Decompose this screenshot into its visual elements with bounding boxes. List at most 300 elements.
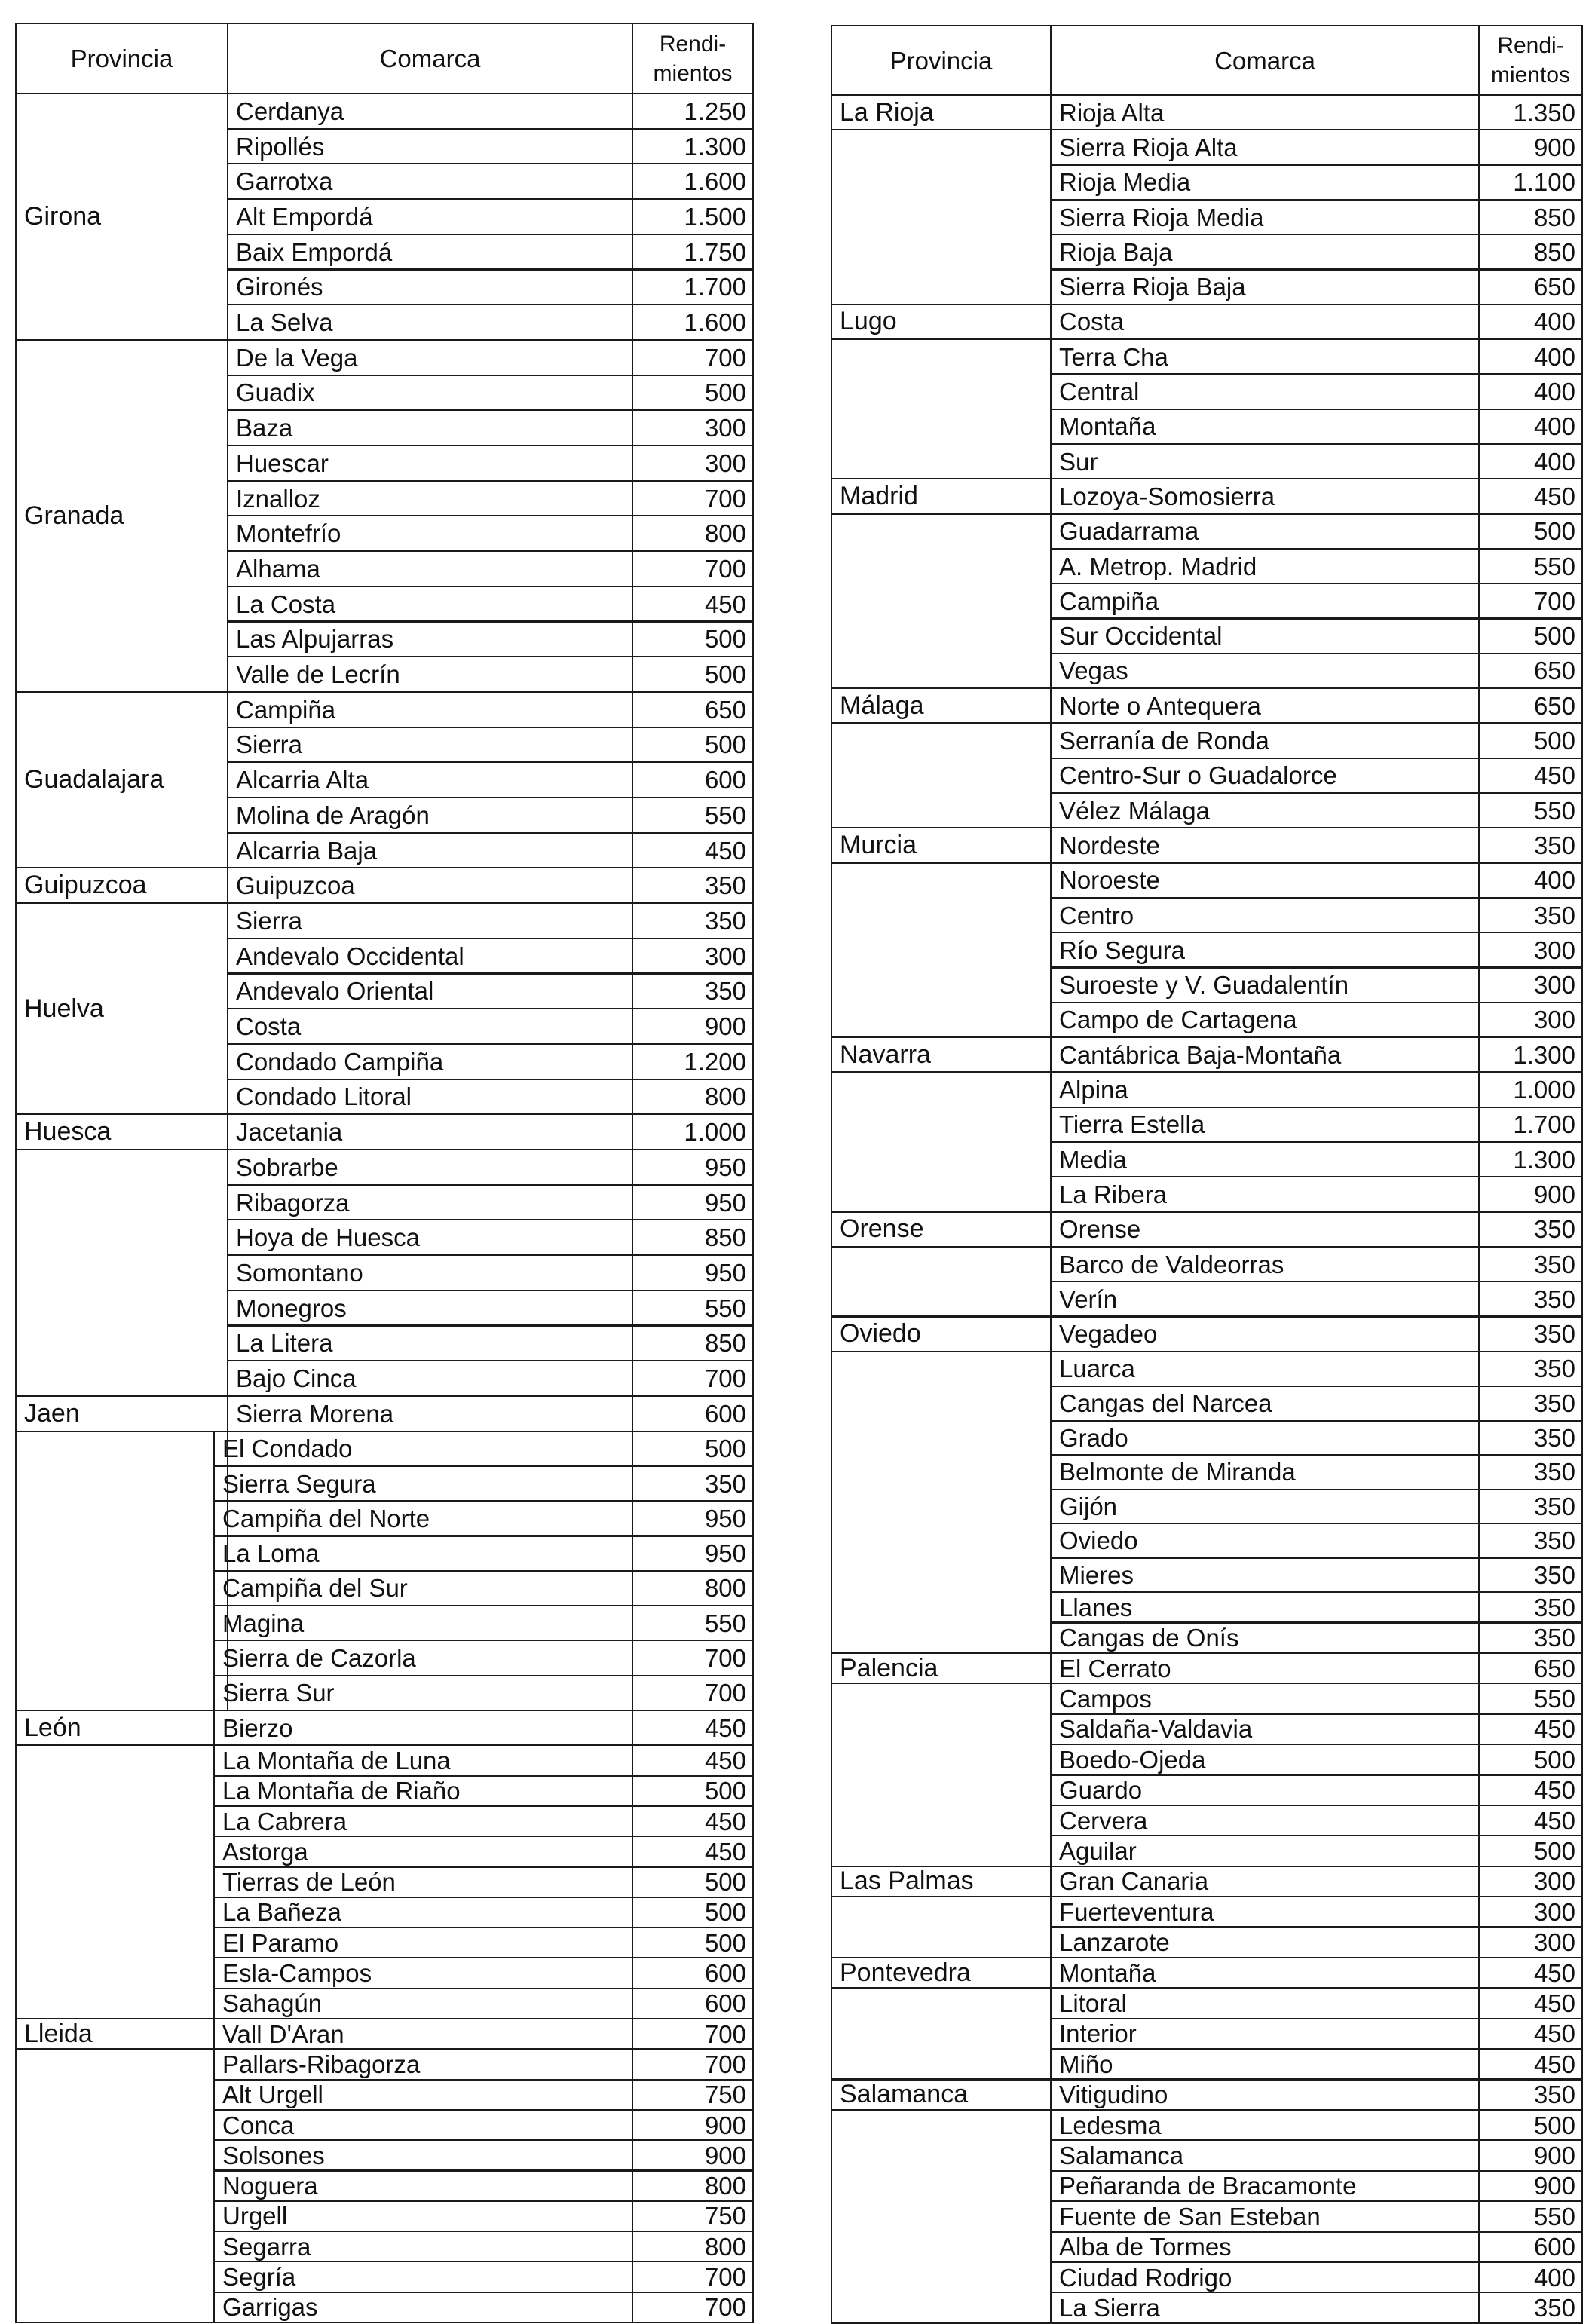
comarca-cell: La Loma — [213, 1536, 633, 1572]
rendimiento-cell: 500 — [632, 1431, 754, 1467]
rendimiento-cell: 700 — [632, 2018, 754, 2050]
comarca-cell: Guadarrama — [1050, 513, 1480, 550]
rendimiento-cell: 550 — [632, 797, 754, 834]
provincia-blank-cell — [831, 1683, 1052, 1866]
rendimiento-cell: 1.300 — [632, 128, 754, 165]
rendimiento-cell: 550 — [1478, 792, 1583, 828]
comarca-cell: Sierra de Cazorla — [213, 1640, 633, 1676]
comarca-cell: Peñaranda de Bracamonte — [1050, 2170, 1480, 2202]
comarca-cell: Campiña del Norte — [213, 1500, 633, 1536]
rendimiento-cell: 350 — [1478, 827, 1583, 863]
comarca-cell: Cantábrica Baja-Montaña — [1050, 1036, 1480, 1073]
comarca-cell: Las Alpujarras — [227, 621, 633, 658]
comarca-cell: Sierra Segura — [213, 1465, 633, 1502]
comarca-cell: Rioja Alta — [1050, 94, 1480, 130]
rendimiento-cell: 700 — [632, 1640, 754, 1676]
rendimiento-cell: 400 — [1478, 373, 1583, 409]
comarca-cell: Belmonte de Miranda — [1050, 1454, 1480, 1490]
provincia-blank-cell — [831, 513, 1052, 690]
rendimiento-cell: 350 — [632, 867, 754, 904]
rendimiento-cell: 500 — [632, 727, 754, 764]
rendimiento-cell: 1.700 — [1478, 1107, 1583, 1143]
comarca-cell: Noguera — [213, 2170, 633, 2202]
provincia-cell: Huelva — [15, 902, 228, 1115]
comarca-cell: Urgell — [213, 2200, 633, 2232]
comarca-cell: Sierra Rioja Alta — [1050, 129, 1480, 165]
comarca-cell: Alt Urgell — [213, 2079, 633, 2111]
comarca-cell: Vegadeo — [1050, 1316, 1480, 1352]
comarca-cell: Segarra — [213, 2231, 633, 2262]
comarca-cell: Cangas del Narcea — [1050, 1386, 1480, 1422]
provincia-cell: Girona — [15, 93, 228, 341]
provincia-cell: Lleida — [15, 2018, 215, 2050]
comarca-cell: Gran Canaria — [1050, 1866, 1480, 1897]
comarca-cell: Litoral — [1050, 1987, 1480, 2019]
rendimiento-cell: 850 — [1478, 199, 1583, 235]
comarca-cell: Monegros — [227, 1290, 633, 1327]
rendimiento-cell: 700 — [632, 1675, 754, 1711]
rendimiento-cell: 1.350 — [1478, 94, 1583, 130]
rendimiento-cell: 450 — [632, 586, 754, 623]
comarca-cell: La Bañeza — [213, 1897, 633, 1928]
rendimiento-cell: 900 — [632, 1008, 754, 1045]
comarca-cell: Nordeste — [1050, 827, 1480, 863]
comarca-cell: Oviedo — [1050, 1523, 1480, 1559]
comarca-cell: Alhama — [227, 550, 633, 587]
comarca-cell: Segría — [213, 2261, 633, 2292]
comarca-cell: Rioja Baja — [1050, 234, 1480, 270]
rendimiento-cell: 350 — [632, 902, 754, 939]
comarca-cell: Bierzo — [213, 1710, 633, 1746]
rendimiento-cell: 350 — [1478, 1420, 1583, 1456]
rendimiento-cell: 950 — [632, 1254, 754, 1291]
comarca-cell: Somontano — [227, 1254, 633, 1291]
rendimiento-cell: 1.000 — [1478, 1071, 1583, 1107]
comarca-cell: Andevalo Oriental — [227, 973, 633, 1010]
rendimiento-cell: 1.300 — [1478, 1036, 1583, 1073]
rendimiento-cell: 800 — [632, 2170, 754, 2202]
rendimiento-cell: 800 — [632, 1570, 754, 1606]
rendimiento-cell: 300 — [632, 409, 754, 446]
comarca-cell: Huescar — [227, 445, 633, 482]
rendimiento-cell: 350 — [1478, 1454, 1583, 1490]
comarca-cell: Guardo — [1050, 1774, 1480, 1806]
comarca-cell: El Cerrato — [1050, 1652, 1480, 1684]
provincia-cell: La Rioja — [831, 94, 1052, 130]
provincia-cell: Guipuzcoa — [15, 867, 228, 904]
rendimiento-cell: 650 — [1478, 1652, 1583, 1684]
rendimiento-cell: 350 — [632, 973, 754, 1010]
rendimiento-cell: 500 — [632, 1866, 754, 1898]
comarca-cell: Ledesma — [1050, 2109, 1480, 2141]
rendimiento-cell: 450 — [1478, 1713, 1583, 1745]
rendimiento-cell: 400 — [1478, 338, 1583, 375]
comarca-cell: La Sierra — [1050, 2292, 1480, 2323]
header-rendimientos — [632, 23, 754, 94]
rendimiento-cell: 450 — [632, 1710, 754, 1746]
rendimiento-cell: 450 — [632, 1836, 754, 1867]
comarca-cell: Vall D'Aran — [213, 2018, 633, 2050]
comarca-cell: Campos — [1050, 1683, 1480, 1714]
rendimiento-cell: 500 — [632, 656, 754, 693]
rendimiento-cell: 300 — [1478, 1002, 1583, 1038]
provincia-blank-cell — [831, 338, 1052, 479]
comarca-cell: Iznalloz — [227, 480, 633, 517]
comarca-cell: Solsones — [213, 2139, 633, 2171]
comarca-cell: Fuente de San Esteban — [1050, 2200, 1480, 2232]
rendimiento-cell: 1.200 — [632, 1043, 754, 1080]
comarca-cell: Sobrarbe — [227, 1149, 633, 1186]
rendimiento-cell: 900 — [1478, 2139, 1583, 2171]
comarca-cell: Cervera — [1050, 1805, 1480, 1836]
rendimiento-cell: 400 — [1478, 304, 1583, 340]
rendimiento-cell: 950 — [632, 1149, 754, 1186]
rendimiento-cell: 500 — [1478, 722, 1583, 758]
provincia-cell: León — [15, 1710, 215, 1746]
rendimiento-cell: 450 — [1478, 1987, 1583, 2019]
provincia-cell: Granada — [15, 339, 228, 693]
rendimiento-cell: 1.100 — [1478, 164, 1583, 201]
rendimiento-cell: 450 — [1478, 1774, 1583, 1806]
comarca-cell: Alcarria Alta — [227, 761, 633, 798]
rendimiento-cell: 350 — [1478, 2079, 1583, 2111]
provincia-cell: Jaen — [15, 1395, 228, 1432]
header-rendimientos-line1: Rendi- — [659, 31, 727, 57]
rendimiento-cell: 500 — [632, 1897, 754, 1928]
provincia-blank-cell — [831, 1351, 1052, 1654]
rendimiento-cell: 350 — [1478, 1591, 1583, 1623]
rendimiento-cell: 650 — [1478, 653, 1583, 689]
comarca-cell: Alcarria Baja — [227, 832, 633, 869]
rendimiento-cell: 700 — [632, 2048, 754, 2080]
comarca-cell: Valle de Lecrín — [227, 656, 633, 693]
header-rendimientos-line2: mientos — [653, 60, 733, 86]
comarca-cell: La Cabrera — [213, 1805, 633, 1837]
rendimiento-cell: 550 — [632, 1290, 754, 1327]
rendimiento-cell: 350 — [1478, 1489, 1583, 1525]
comarca-cell: Norte o Antequera — [1050, 687, 1480, 724]
rendimiento-cell: 500 — [1478, 618, 1583, 654]
provincia-cell: Guadalajara — [15, 691, 228, 869]
rendimiento-cell: 450 — [1478, 2018, 1583, 2050]
rendimiento-cell: 1.250 — [632, 93, 754, 130]
provincia-blank-cell — [831, 1246, 1052, 1318]
rendimiento-cell: 500 — [632, 1775, 754, 1807]
comarca-cell: El Paramo — [213, 1927, 633, 1958]
comarca-cell: Lozoya-Somosierra — [1050, 478, 1480, 514]
comarca-cell: Campiña del Sur — [213, 1570, 633, 1606]
comarca-cell: Garrigas — [213, 2292, 633, 2323]
header-comarca: Comarca — [227, 23, 633, 94]
rendimiento-cell: 750 — [632, 2200, 754, 2232]
rendimiento-cell: 450 — [1478, 2048, 1583, 2080]
rendimiento-cell: 550 — [1478, 1683, 1583, 1714]
rendimiento-cell: 500 — [1478, 1835, 1583, 1866]
provincia-blank-cell — [831, 129, 1052, 305]
comarca-cell: Rioja Media — [1050, 164, 1480, 201]
rendimiento-cell: 1.700 — [632, 269, 754, 306]
rendimiento-cell: 600 — [1478, 2231, 1583, 2263]
rendimiento-cell: 800 — [632, 2231, 754, 2262]
rendimiento-cell: 400 — [1478, 409, 1583, 445]
rendimiento-cell: 450 — [1478, 1957, 1583, 1989]
comarca-cell: Jacetania — [227, 1113, 633, 1150]
rendimiento-cell: 550 — [632, 1605, 754, 1641]
rendimiento-cell: 350 — [1478, 1523, 1583, 1559]
rendimiento-cell: 300 — [632, 938, 754, 975]
rendimiento-cell: 350 — [1478, 1622, 1583, 1654]
provincia-cell: Pontevedra — [831, 1957, 1052, 1989]
comarca-cell: Barco de Valdeorras — [1050, 1246, 1480, 1282]
comarca-cell: Hoya de Huesca — [227, 1219, 633, 1256]
rendimiento-cell: 1.000 — [632, 1113, 754, 1150]
provincia-cell: Málaga — [831, 687, 1052, 724]
rendimiento-cell: 650 — [1478, 687, 1583, 724]
rendimiento-cell: 600 — [632, 761, 754, 798]
comarca-cell: Vitigudino — [1050, 2079, 1480, 2111]
comarca-cell: Ribagorza — [227, 1184, 633, 1221]
comarca-cell: A. Metrop. Madrid — [1050, 548, 1480, 584]
rendimiento-cell: 700 — [632, 2292, 754, 2323]
comarca-cell: Boedo-Ojeda — [1050, 1744, 1480, 1775]
rendimiento-cell: 300 — [1478, 1896, 1583, 1927]
provincia-blank-cell — [15, 1431, 228, 1711]
rendimiento-cell: 300 — [1478, 1927, 1583, 1958]
rendimiento-cell: 1.750 — [632, 234, 754, 271]
comarca-cell: Baza — [227, 409, 633, 446]
provincia-blank-cell — [831, 862, 1052, 1039]
comarca-cell: Guipuzcoa — [227, 867, 633, 904]
provincia-cell: Huesca — [15, 1113, 228, 1150]
rendimiento-cell: 550 — [1478, 2200, 1583, 2232]
comarca-cell: Conca — [213, 2109, 633, 2141]
comarca-cell: Esla-Campos — [213, 1957, 633, 1989]
rendimiento-cell: 600 — [632, 1957, 754, 1989]
rendimiento-cell: 500 — [632, 621, 754, 658]
comarca-cell: Sur — [1050, 443, 1480, 479]
comarca-cell: Molina de Aragón — [227, 797, 633, 834]
comarca-cell: Tierras de León — [213, 1866, 633, 1898]
comarca-cell: Baix Empordá — [227, 234, 633, 271]
rendimiento-cell: 500 — [632, 375, 754, 412]
comarca-cell: Guadix — [227, 375, 633, 412]
comarca-cell: Media — [1050, 1141, 1480, 1177]
comarca-cell: Astorga — [213, 1836, 633, 1867]
comarca-cell: Verín — [1050, 1281, 1480, 1317]
comarca-cell: Interior — [1050, 2018, 1480, 2050]
provincia-blank-cell — [831, 1987, 1052, 2080]
comarca-cell: Serranía de Ronda — [1050, 722, 1480, 758]
comarca-cell: Central — [1050, 373, 1480, 409]
comarca-cell: Condado Campiña — [227, 1043, 633, 1080]
comarca-cell: Miño — [1050, 2048, 1480, 2080]
provincia-blank-cell — [831, 1071, 1052, 1212]
rendimiento-cell: 350 — [1478, 1281, 1583, 1317]
rendimiento-cell: 450 — [1478, 478, 1583, 514]
rendimiento-cell: 950 — [632, 1536, 754, 1572]
comarca-cell: Luarca — [1050, 1351, 1480, 1387]
header-comarca: Comarca — [1050, 25, 1480, 96]
comarca-cell: Centro — [1050, 897, 1480, 933]
rendimiento-cell: 650 — [1478, 269, 1583, 305]
comarca-cell: La Ribera — [1050, 1176, 1480, 1212]
comarca-cell: Sierra Sur — [213, 1675, 633, 1711]
rendimiento-cell: 450 — [1478, 758, 1583, 794]
rendimiento-cell: 550 — [1478, 548, 1583, 584]
rendimiento-cell: 350 — [1478, 1211, 1583, 1248]
comarca-cell: Alba de Tormes — [1050, 2231, 1480, 2263]
rendimiento-cell: 1.600 — [632, 304, 754, 341]
comarca-cell: Vélez Málaga — [1050, 792, 1480, 828]
comarca-cell: Terra Cha — [1050, 338, 1480, 375]
rendimiento-cell: 450 — [632, 1805, 754, 1837]
comarca-cell: Costa — [227, 1008, 633, 1045]
provincia-cell: Las Palmas — [831, 1866, 1052, 1897]
comarca-cell: Pallars-Ribagorza — [213, 2048, 633, 2080]
comarca-cell: Bajo Cinca — [227, 1360, 633, 1397]
rendimiento-cell: 450 — [632, 1744, 754, 1776]
comarca-cell: Centro-Sur o Guadalorce — [1050, 758, 1480, 794]
provincia-cell: Orense — [831, 1211, 1052, 1248]
rendimiento-cell: 350 — [1478, 1246, 1583, 1282]
rendimiento-cell: 500 — [1478, 2109, 1583, 2141]
rendimiento-cell: 350 — [1478, 1351, 1583, 1387]
rendimiento-cell: 400 — [1478, 2261, 1583, 2293]
comarca-cell: Tierra Estella — [1050, 1107, 1480, 1143]
comarca-cell: Campo de Cartagena — [1050, 1002, 1480, 1038]
comarca-cell: Aguilar — [1050, 1835, 1480, 1866]
comarca-cell: Andevalo Occidental — [227, 938, 633, 975]
comarca-cell: El Condado — [213, 1431, 633, 1467]
provincia-cell: Lugo — [831, 304, 1052, 340]
rendimiento-cell: 300 — [1478, 967, 1583, 1003]
comarca-cell: Sur Occidental — [1050, 618, 1480, 654]
rendimiento-cell: 950 — [632, 1184, 754, 1221]
rendimiento-cell: 700 — [632, 339, 754, 376]
comarca-cell: Llanes — [1050, 1591, 1480, 1623]
rendimiento-cell: 700 — [632, 1360, 754, 1397]
provincia-cell: Navarra — [831, 1036, 1052, 1073]
comarca-cell: Montaña — [1050, 1957, 1480, 1989]
provincia-blank-cell — [831, 722, 1052, 828]
rendimiento-cell: 700 — [1478, 583, 1583, 619]
comarca-cell: Fuerteventura — [1050, 1896, 1480, 1927]
rendimiento-cell: 1.500 — [632, 198, 754, 235]
comarca-cell: La Montaña de Luna — [213, 1744, 633, 1776]
header-provincia: Provincia — [15, 23, 228, 94]
rendimiento-cell: 1.300 — [1478, 1141, 1583, 1177]
comarca-cell: Noroeste — [1050, 862, 1480, 899]
comarca-cell: Lanzarote — [1050, 1927, 1480, 1958]
comarca-cell: La Litera — [227, 1325, 633, 1362]
comarca-cell: Río Segura — [1050, 932, 1480, 968]
comarca-cell: Alpina — [1050, 1071, 1480, 1107]
rendimiento-cell: 850 — [632, 1325, 754, 1362]
rendimiento-cell: 850 — [632, 1219, 754, 1256]
rendimiento-cell: 350 — [1478, 897, 1583, 933]
header-provincia: Provincia — [831, 25, 1052, 96]
rendimiento-cell: 900 — [1478, 129, 1583, 165]
provincia-cell: Palencia — [831, 1652, 1052, 1684]
rendimiento-cell: 300 — [1478, 932, 1583, 968]
comarca-cell: Sierra Rioja Media — [1050, 199, 1480, 235]
rendimiento-cell: 750 — [632, 2079, 754, 2111]
rendimiento-cell: 350 — [1478, 2292, 1583, 2323]
rendimiento-cell: 350 — [632, 1465, 754, 1502]
comarca-cell: Salamanca — [1050, 2139, 1480, 2171]
comarca-cell: Suroeste y V. Guadalentín — [1050, 967, 1480, 1003]
comarca-cell: Alt Empordá — [227, 198, 633, 235]
rendimiento-cell: 900 — [632, 2109, 754, 2141]
rendimiento-cell: 400 — [1478, 443, 1583, 479]
comarca-cell: Magina — [213, 1605, 633, 1641]
comarca-cell: Mieres — [1050, 1557, 1480, 1594]
comarca-cell: Orense — [1050, 1211, 1480, 1248]
rendimiento-cell: 900 — [1478, 2170, 1583, 2202]
comarca-cell: Sierra Rioja Baja — [1050, 269, 1480, 305]
rendimiento-cell: 450 — [1478, 1805, 1583, 1836]
rendimiento-cell: 800 — [632, 1079, 754, 1116]
rendimiento-cell: 500 — [632, 1927, 754, 1958]
rendimiento-cell: 600 — [632, 1988, 754, 2019]
rendimiento-cell: 600 — [632, 1395, 754, 1432]
comarca-cell: De la Vega — [227, 339, 633, 376]
provincia-blank-cell — [15, 1744, 215, 2019]
comarca-cell: Condado Litoral — [227, 1079, 633, 1116]
rendimiento-cell: 300 — [1478, 1866, 1583, 1897]
comarca-cell: La Montaña de Riaño — [213, 1775, 633, 1807]
comarca-cell: Sierra Morena — [227, 1395, 633, 1432]
comarca-cell: Gijón — [1050, 1489, 1480, 1525]
rendimiento-cell: 1.600 — [632, 163, 754, 200]
comarca-cell: Sierra — [227, 727, 633, 764]
comarca-cell: Garrotxa — [227, 163, 633, 200]
rendimiento-cell: 350 — [1478, 1557, 1583, 1594]
comarca-cell: Ciudad Rodrigo — [1050, 2261, 1480, 2293]
rendimiento-cell: 900 — [632, 2139, 754, 2171]
comarca-cell: Sierra — [227, 902, 633, 939]
rendimiento-cell: 950 — [632, 1500, 754, 1536]
rendimiento-cell: 900 — [1478, 1176, 1583, 1212]
comarca-cell: Campiña — [227, 691, 633, 728]
comarca-cell: Cangas de Onís — [1050, 1622, 1480, 1654]
rendimiento-cell: 450 — [632, 832, 754, 869]
rendimiento-cell: 500 — [1478, 1744, 1583, 1775]
provincia-cell: Madrid — [831, 478, 1052, 514]
provincia-cell: Murcia — [831, 827, 1052, 863]
rendimiento-cell: 850 — [1478, 234, 1583, 270]
rendimiento-cell: 700 — [632, 550, 754, 587]
comarca-cell: Saldaña-Valdavia — [1050, 1713, 1480, 1745]
header-rendimientos-line2: mientos — [1490, 63, 1571, 87]
provincia-cell: Salamanca — [831, 2079, 1052, 2111]
comarca-cell: Montefrío — [227, 515, 633, 552]
provincia-blank-cell — [15, 2048, 215, 2323]
comarca-cell: Grado — [1050, 1420, 1480, 1456]
rendimiento-cell: 300 — [632, 445, 754, 482]
comarca-cell: Costa — [1050, 304, 1480, 340]
rendimiento-cell: 500 — [1478, 513, 1583, 550]
provincia-cell: Oviedo — [831, 1316, 1052, 1352]
rendimiento-cell: 400 — [1478, 862, 1583, 899]
comarca-cell: Cerdanya — [227, 93, 633, 130]
comarca-cell: Vegas — [1050, 653, 1480, 689]
header-rendimientos-line1: Rendi- — [1497, 33, 1564, 58]
comarca-cell: Campiña — [1050, 583, 1480, 619]
rendimiento-cell: 700 — [632, 480, 754, 517]
provincia-blank-cell — [831, 2109, 1052, 2324]
comarca-cell: La Selva — [227, 304, 633, 341]
